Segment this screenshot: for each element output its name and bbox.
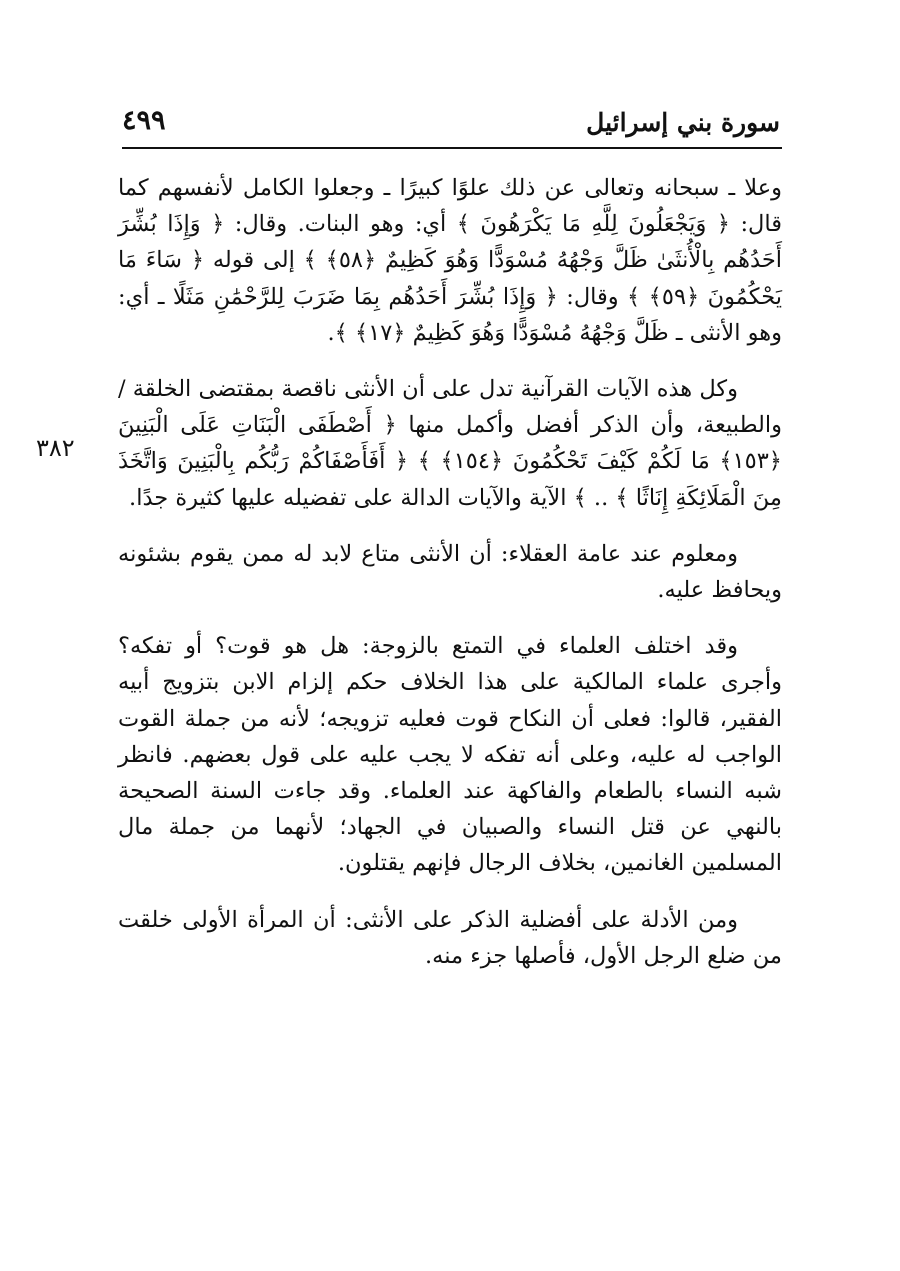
paragraph-1: وعلا ـ سبحانه وتعالى عن ذلك علوًا كبيرًا ـ وجعلوا الكامل لأنفسهم كما قال: ﴿ وَيَجْعَلُونَ لِلَّهِ مَا يَكْرَهُونَ ﴾ أي: وهو البنات. وقال: ﴿ وَإِذَا بُشِّرَ أَحَدُهُم بِالْأُنثَىٰ ظَلَّ وَجْهُهُ مُسْوَدًّا وَهُوَ كَظِيمٌ ﴿٥٨﴾ ﴾ إلى قوله ﴿ سَاءَ مَا يَحْكُمُونَ ﴿٥٩﴾ ﴾ وقال: ﴿ وَإِذَا بُشِّرَ أَحَدُهُم بِمَا ضَرَبَ لِلرَّحْمَٰنِ مَثَلًا ـ أي: وهو الأنثى ـ ظَلَّ وَجْهُهُ مُسْوَدًّا وَهُوَ كَظِيمٌ ﴿١٧﴾ ﴾. [118, 175, 783, 346]
page-header [122, 104, 780, 144]
page-number: ٤٩٩ [122, 105, 166, 136]
paragraph-2: وكل هذه الآيات القرآنية تدل على أن الأنثى ناقصة بمقتضى الخلقة / والطبيعة، وأن الذكر أفضل وأكمل منها ﴿ أَصْطَفَى الْبَنَاتِ عَلَى الْبَنِينَ ﴿١٥٣﴾ مَا لَكُمْ كَيْفَ تَحْكُمُونَ ﴿١٥٤﴾ ﴾ ﴿ أَفَأَصْفَاكُمْ رَبُّكُم بِالْبَنِينَ وَاتَّخَذَ مِنَ الْمَلَائِكَةِ إِنَاثًا ﴾ .. ﴾ الآية والآيات الدالة على تفضيله عليها كثيرة جدًا. [118, 376, 782, 511]
header-divider [122, 147, 782, 149]
chapter-title: سورة بني إسرائيل [586, 108, 780, 137]
paragraph-3: ومعلوم عند عامة العقلاء: أن الأنثى متاع لابد له ممن يقوم بشئونه ويحافظ عليه. [118, 540, 782, 604]
body-text [118, 170, 782, 994]
margin-page-reference: ٣٨٢ [36, 434, 75, 462]
paragraph-5: ومن الأدلة على أفضلية الذكر على الأنثى: أن المرأة الأولى خلقت من ضلع الرجل الأول، فأصلها جزء منه. [118, 906, 782, 969]
paragraph-4: وقد اختلف العلماء في التمتع بالزوجة: هل هو قوت؟ أو تفكه؟ وأجرى علماء المالكية على هذا الخلاف حكم إلزام الابن بتزويج أبيه الفقير، قالوا: فعلى أن النكاح قوت فعليه تزويجه؛ لأنه من جملة القوت الواجب له عليه، وعلى أنه تفكه لا يجب عليه على قول بعضهم. فانظر شبه النساء بالطعام والفاكهة عند العلماء. وقد جاءت السنة الصحيحة بالنهي عن قتل النساء والصبيان في الجهاد؛ لأنهما من جملة مال المسلمين الغانمين، بخلاف الرجال فإنهم يقتلون. [118, 633, 782, 877]
